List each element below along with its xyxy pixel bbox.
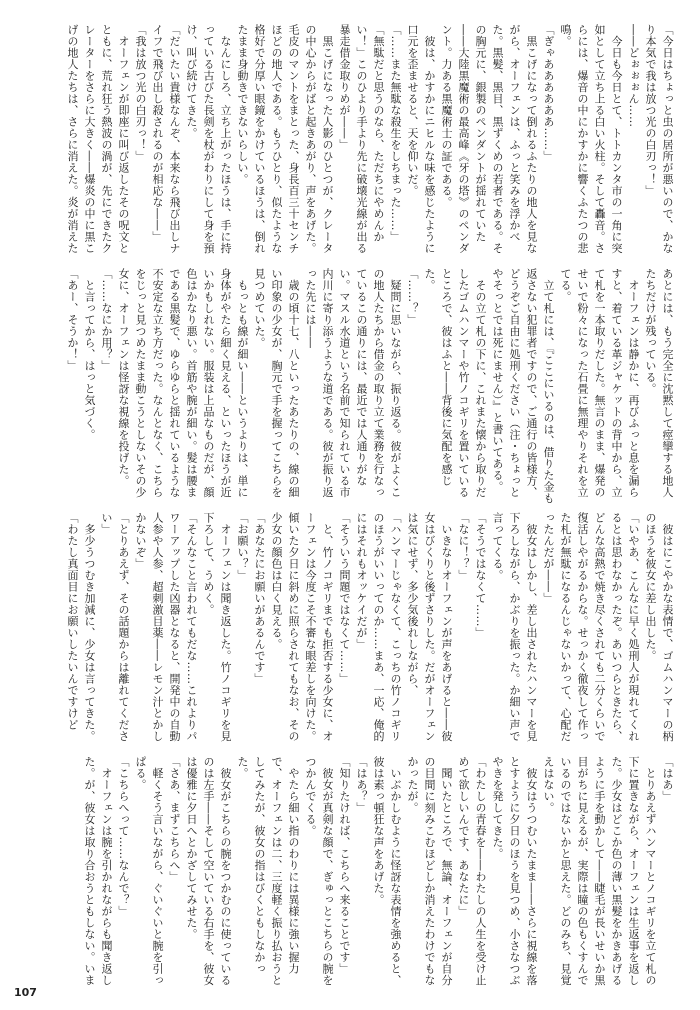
paragraph: なんにしろ、立ち上がったほうは、手に持っている古びた長剣を杖がわりにして身を預け、叫び続けてきた。 xyxy=(185,24,232,254)
paragraph: その立て札の下に、これまた懐から取りだしたゴムハンマーや竹ノコギリを置いているところで、彼はふと――背後に気配を感じた。 xyxy=(423,268,487,498)
text-tier-1 xyxy=(40,24,676,262)
paragraph: 「今日はちょっと虫の居所が悪いので、かなり本気で我は放つ光の白刃っ！」 xyxy=(644,24,674,254)
paragraph: 「いやあ、こんなに早く処刑人が現れてくれるとは思わなかったぞ。あいつらときたら、どんな高熱で焼き尽くされても二分くらいで復活しやがるからな。せっかく徹夜して作った札が無駄になるんじゃないかって、心配だったんだが――」 xyxy=(542,512,640,742)
paragraph: 「そんなこと言われてもだな……これよりパワーアップした凶器となると、開発中の自動人参や人参、超刺激目薬――レモン汁とかしかないぞ」 xyxy=(134,512,198,742)
paragraph: 「とりあえず、その話題からは離れてください」 xyxy=(100,512,130,742)
paragraph: いぶかしむように怪訝な表情を強めると、彼は素っ頓狂な声をあげた。 xyxy=(372,756,402,986)
paragraph: と言ってから、はっと気づく。 xyxy=(83,268,96,441)
paragraph: やたら細い指のわりには異様に強い握力で、オーフェンは二、三度軽く振り払おうとしてみたが、彼女の指はびくともしなかった。 xyxy=(236,756,300,986)
paragraph: 軽くそう言いながら、ぐいぐいと腕を引っぱる。 xyxy=(134,756,164,986)
paragraph: 「ぎゃああああああ……」 xyxy=(542,24,555,162)
paragraph: 彼女が真剣な顔で、ぎゅっとこちらの腕をつかんでくる。 xyxy=(304,756,334,986)
paragraph: 「はあ？」 xyxy=(355,756,368,814)
paragraph: いきなりオーフェンが声をあげると――彼女はびくりと後ずさりした。だがオーフェンは気にせず、多少気後れしながら、 xyxy=(406,512,453,742)
paragraph: 多少うつむき加減に、少女は言ってきた。 xyxy=(83,512,96,742)
paragraph: 黒こげになって倒れるふたりの地人を見ながら、オーフェンは、ふっと笑みを浮かべた。黒髪、黒目、黒ずくめの若者である。その胸元に、銀製のペンダントが揺れていた――大陸黒魔術の最高峰《牙の塔》のペンダント。力ある黒魔術士の証である。 xyxy=(440,24,538,254)
text-tier-3 xyxy=(40,512,676,750)
paragraph: 「そうではなくて……」 xyxy=(474,512,487,639)
paragraph: と、竹ノコギリまでも拒否する少女に、オーフェンは今度こそ不審な眼差しを向けた。傾いた夕日に斜めに照らされてもなお、その少女の顔色は白く見える。 xyxy=(270,512,334,742)
paragraph: 疑問に思いながら、振り返る。彼がよくこの地人たちから借金の取り立て業務を行なっているこの通りには、最近では人通りがない。マスル水道という名前で知られている市内川に寄り添うような道である。彼が振り返った先には―― xyxy=(304,268,402,498)
paragraph: もっとも線が細い――というよりは、単に身体がやたら細く見える、といったほうが近いかもしれない。服装は上品なものだが、顔色はかなり悪い。首筋や腕が細い。髪は腰まである黒髪で、ゆらゆらと揺れているような不安定な立ち方だった。なんとなく、こちらをじっと見つめたまま動こうとしないその少女に、オーフェンは怪訝な視線を投げた。 xyxy=(117,268,249,498)
paragraph: 彼はにこやかな表情で、ゴムハンマーの柄のほうを彼女に差し出した。 xyxy=(644,512,674,742)
paragraph: 「知りたければ、こちらへ来ることです」 xyxy=(338,756,351,975)
paragraph: 「さあ、まずこちらへ」 xyxy=(168,756,181,883)
text-tier-4 xyxy=(40,756,676,994)
paragraph: 「ハンマーじゃなくて、こっちの竹ノコギリのほうがいいってのか……まあ、一応、俺的にはそれもオッケイだが」 xyxy=(355,512,402,742)
paragraph: 彼女はうつむいたまま――さらに視線を落とすように夕日のほうを見つめ、小さなつぶやきを発してきた。 xyxy=(491,756,538,986)
paragraph: 「……？」 xyxy=(406,268,419,326)
paragraph: 「あなたにお願いがあるんです」 xyxy=(253,512,266,685)
paragraph: 「お願い？」 xyxy=(236,512,249,581)
paragraph: オーフェンは静かに、再びふっと息を漏らすと、着ている革ジャケットの背中から、立て札を一本取りだした。無言のまま、爆発のせいで粉々になった石畳に無理やりそれを立てる。 xyxy=(559,268,640,498)
page-number: 107 xyxy=(14,986,37,999)
paragraph: 「無駄だと思うのなら、ただちにやめんかい！」このひより手より先に破壊光線が出る暴走借金取りめが――」 xyxy=(338,24,385,254)
paragraph: 「あー、そうか！」 xyxy=(66,268,79,372)
paragraph: 「……なにか用？」 xyxy=(100,268,113,372)
paragraph: 「……また無駄な殺生をしちまった……」 xyxy=(389,24,402,243)
paragraph: 「はあ」 xyxy=(661,756,674,802)
paragraph: 「わたし真面目にお願いしたいんですけど xyxy=(66,512,79,731)
paragraph: 「我は放つ光の白刃っ！」 xyxy=(134,24,147,162)
paragraph: 歳の頃十七、八といったあたりの、線の細い印象の少女が、胸元で手を握ってこちらを見つめていた。 xyxy=(253,268,300,498)
paragraph: 黒こげになった人影のひとつが、クレータの中心からがばと起きあがり、声をあげた。毛皮のマントをまとった、身長百三十センチほどの地人である。もうひとり、似たような格好で分厚い眼鏡をかけているほうは、倒れたまま身動きできないらしい。 xyxy=(236,24,334,254)
text-tier-2 xyxy=(40,268,676,506)
paragraph: ――どぉぉぉん…… xyxy=(627,24,640,128)
paragraph: 聞いたところで、無論、オーフェンが自分の目間に刻みこむほどしか消えたわけでもなかったが。 xyxy=(406,756,453,986)
paragraph: オーフェンは聞き返した。竹ノコギリを見下ろして、うめく。 xyxy=(202,512,232,742)
paragraph: 「なに！？」 xyxy=(457,512,470,581)
paragraph: 立て札には、『ここにいるのは、借りた金も返さない犯罪者ですので、ご通行の皆様方、どうぞご自由に処刑ください（注・ちょっとやそっとでは死にません）』と書いてある。 xyxy=(491,268,555,504)
paragraph: 「わたしの青春を――わたしの人生を受け止めて欲しいんです、あなたに」 xyxy=(457,756,487,986)
paragraph: 彼女がこちらの腕をつかむのに使っているのは左手――そして空いている右手を、彼女は優雅に夕日へとかざしてみせた。 xyxy=(185,756,232,986)
paragraph: 「そういう問題ではなくて……」 xyxy=(338,512,351,685)
paragraph: オーフェンは腕を引かれながらも聞き返した。が、彼女は取り合おうともしない。いま xyxy=(83,756,113,986)
paragraph: 彼女はしかし、差し出されたハンマーを見下ろしながら、かぶりを振った。か細い声で言ってくる。 xyxy=(491,512,538,742)
paragraph: 今日も今日とて、トトカンタ市の一角に突如として立ち上る白い火柱。そして轟音。さらには、爆音の中にかすかに響くふたつの悲鳴。 xyxy=(559,24,623,254)
paragraph: 「だいたい貴様なんぞ、本来なら飛び出しナイフで飛び出し殺されるのが相応な――」 xyxy=(151,24,181,254)
paragraph: あとには、もう完全に沈黙して痙攣する地人たちだけが残っている。 xyxy=(644,268,674,498)
paragraph: 「こちらへって……なんで？」 xyxy=(117,756,130,917)
paragraph: 彼は、かすかにニヒルな味を感じたように口元を歪ませると、天を仰いだ。 xyxy=(406,24,436,254)
paragraph: とりあえずハンマーとノコギリを立て札の下に置きながら、オーフェンは生返事を返した。少女はどこか色の薄い黒髪をかきあげるように手を動かして――睫毛が長いせいか黒目がちに見えるが、実際は瞳の色もくすんでいるのではないかと思えた。どのみち、見覚えはない。 xyxy=(542,756,657,986)
paragraph: オーフェンが即座に叫び返したその呪文とともに、荒れ狂う熱波の渦が、先にできたクレーターをさらに大きく――爆炎の中に黒こげの地人たちは、さらに消えた。炎が消えた xyxy=(66,24,130,254)
